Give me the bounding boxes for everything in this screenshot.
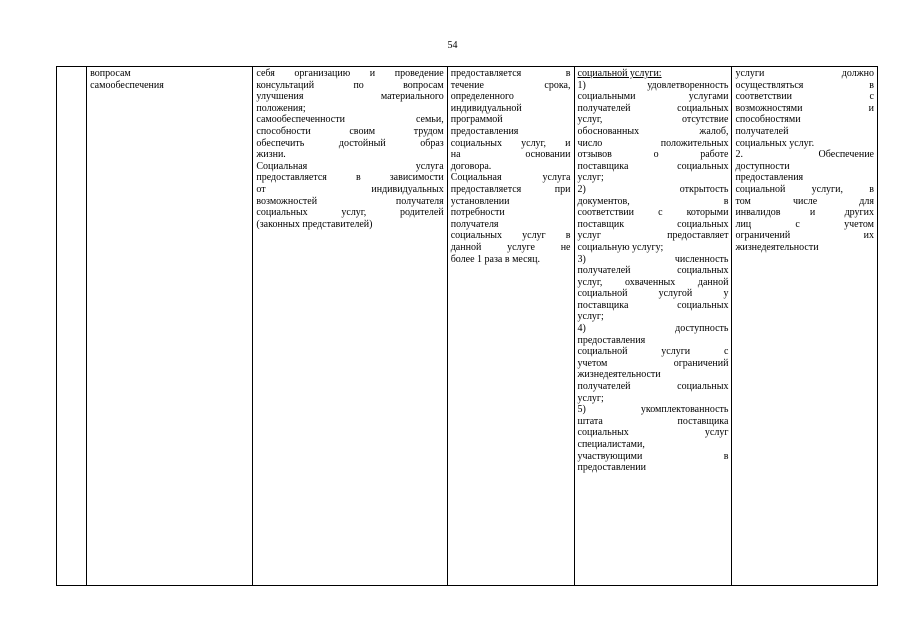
text-line: определенного bbox=[450, 91, 514, 103]
text-line: услуг; bbox=[577, 172, 604, 184]
text-line: способностями bbox=[735, 114, 801, 126]
text-line: отзывов о работе bbox=[577, 149, 729, 161]
text-line: социальной услуги с bbox=[577, 346, 729, 358]
text-line: соответствии с bbox=[735, 91, 874, 103]
text-line: 2) открытость bbox=[577, 183, 729, 195]
text-line: поставщика социальных bbox=[577, 299, 729, 311]
text-line: Социальная услуга bbox=[256, 160, 444, 172]
text-line: число положительных bbox=[577, 137, 729, 149]
text-line: предоставляется в bbox=[450, 68, 571, 79]
text-line: 1) удовлетворенность bbox=[577, 79, 729, 91]
text-line: самообеспечения bbox=[90, 79, 164, 91]
text-line: учетом ограничений bbox=[577, 357, 729, 369]
text-line: положения; bbox=[256, 102, 306, 114]
text-line: 2. Обеспечение bbox=[735, 149, 874, 161]
cell-service-period bbox=[447, 67, 574, 586]
text-line: получателей социальных bbox=[577, 265, 729, 277]
page-number: 54 bbox=[447, 40, 458, 51]
text-line: 4) доступность bbox=[577, 323, 729, 335]
text-line: 3) численность bbox=[577, 253, 729, 265]
text-line: на основании bbox=[450, 149, 571, 161]
text-line: программой bbox=[450, 114, 503, 126]
text-line: обеспечить достойный образ bbox=[256, 137, 444, 149]
cell-service-description bbox=[253, 67, 447, 586]
text-line: услуг; bbox=[577, 392, 604, 404]
text-line: социальных услуг bbox=[577, 427, 729, 439]
text-line: социальными услугами bbox=[577, 91, 729, 103]
text-line: услуг; bbox=[577, 311, 604, 323]
text-line: от индивидуальных bbox=[256, 183, 444, 195]
text-line: консультаций по вопросам bbox=[256, 79, 444, 91]
text-line: документов, в bbox=[577, 195, 729, 207]
text-line: инвалидов и других bbox=[735, 207, 874, 219]
text-line: более 1 раза в месяц. bbox=[450, 253, 540, 265]
text-line: предоставления bbox=[577, 334, 646, 346]
text-line: услуги должно bbox=[735, 68, 874, 79]
text-line: участвующими в bbox=[577, 450, 729, 462]
text-line: штата поставщика bbox=[577, 415, 729, 427]
text-line: социальных услуг. bbox=[735, 137, 815, 149]
text-line: получателя bbox=[450, 218, 499, 230]
text-line: предоставляется в зависимости bbox=[256, 172, 444, 184]
cell-service-name bbox=[87, 67, 253, 586]
text-line: улучшения материального bbox=[256, 91, 444, 103]
text-line bbox=[60, 68, 83, 80]
text-line: 5) укомплектованность bbox=[577, 404, 729, 416]
text-line: (законных представителей) bbox=[256, 218, 373, 230]
text-line: данной услуге не bbox=[450, 241, 571, 253]
text-line: услуг, охваченных данной bbox=[577, 276, 729, 288]
text-line: возможностей получателя bbox=[256, 195, 444, 207]
text-line: социальной услуги, в bbox=[735, 183, 874, 195]
text-line: соответствии с которыми bbox=[577, 207, 729, 219]
cell-quality-indicators bbox=[574, 67, 732, 586]
text-line: самообеспеченности семьи, bbox=[256, 114, 444, 126]
text-line: социальных услуг в bbox=[450, 230, 571, 242]
text-line: поставщик социальных bbox=[577, 218, 729, 230]
text-line: получателей социальных bbox=[577, 102, 729, 114]
text-line: течение срока, bbox=[450, 79, 571, 91]
text-line: жизнедеятельности bbox=[577, 369, 661, 381]
text-line: обоснованных жалоб, bbox=[577, 125, 729, 137]
text-line: индивидуальной bbox=[450, 102, 522, 114]
text-line: жизнедеятельности bbox=[735, 241, 819, 253]
services-table bbox=[56, 66, 878, 586]
text-line: том числе для bbox=[735, 195, 874, 207]
text-line: социальной услугой у bbox=[577, 288, 729, 300]
text-line: социальных услуг, родителей bbox=[256, 207, 444, 219]
text-line: Социальная услуга bbox=[450, 172, 571, 184]
quality-heading: социальной услуги: bbox=[577, 68, 662, 79]
text-line: предоставлении bbox=[577, 462, 646, 474]
text-line: договора. bbox=[450, 160, 492, 172]
table-row bbox=[57, 67, 878, 586]
text-line: потребности bbox=[450, 207, 505, 219]
text-line: социальных услуг, и bbox=[450, 137, 571, 149]
text-line: предоставления bbox=[450, 125, 519, 137]
text-line: специалистами, bbox=[577, 439, 645, 450]
text-line: социальную услугу; bbox=[577, 241, 664, 253]
text-line: вопросам bbox=[90, 68, 131, 79]
text-line: доступности bbox=[735, 160, 790, 172]
text-line: способности своим трудом bbox=[256, 125, 444, 137]
text-line: предоставляется при bbox=[450, 183, 571, 195]
text-line: получателей социальных bbox=[577, 381, 729, 393]
text-line: лиц с учетом bbox=[735, 218, 874, 230]
text-line: услуг предоставляет bbox=[577, 230, 729, 242]
text-line: установлении bbox=[450, 195, 510, 207]
text-line: получателей bbox=[735, 125, 789, 137]
cell-provision-conditions bbox=[732, 67, 878, 586]
text-line: жизни. bbox=[256, 149, 286, 161]
text-line: себя организацию и проведение bbox=[256, 68, 444, 79]
text-line: осуществляться в bbox=[735, 79, 874, 91]
text-line: услуг, отсутствие bbox=[577, 114, 729, 126]
text-line: возможностями и bbox=[735, 102, 874, 114]
cell-number bbox=[57, 67, 87, 586]
text-line: предоставления bbox=[735, 172, 804, 184]
text-line: ограничений их bbox=[735, 230, 874, 242]
text-line: поставщика социальных bbox=[577, 160, 729, 172]
